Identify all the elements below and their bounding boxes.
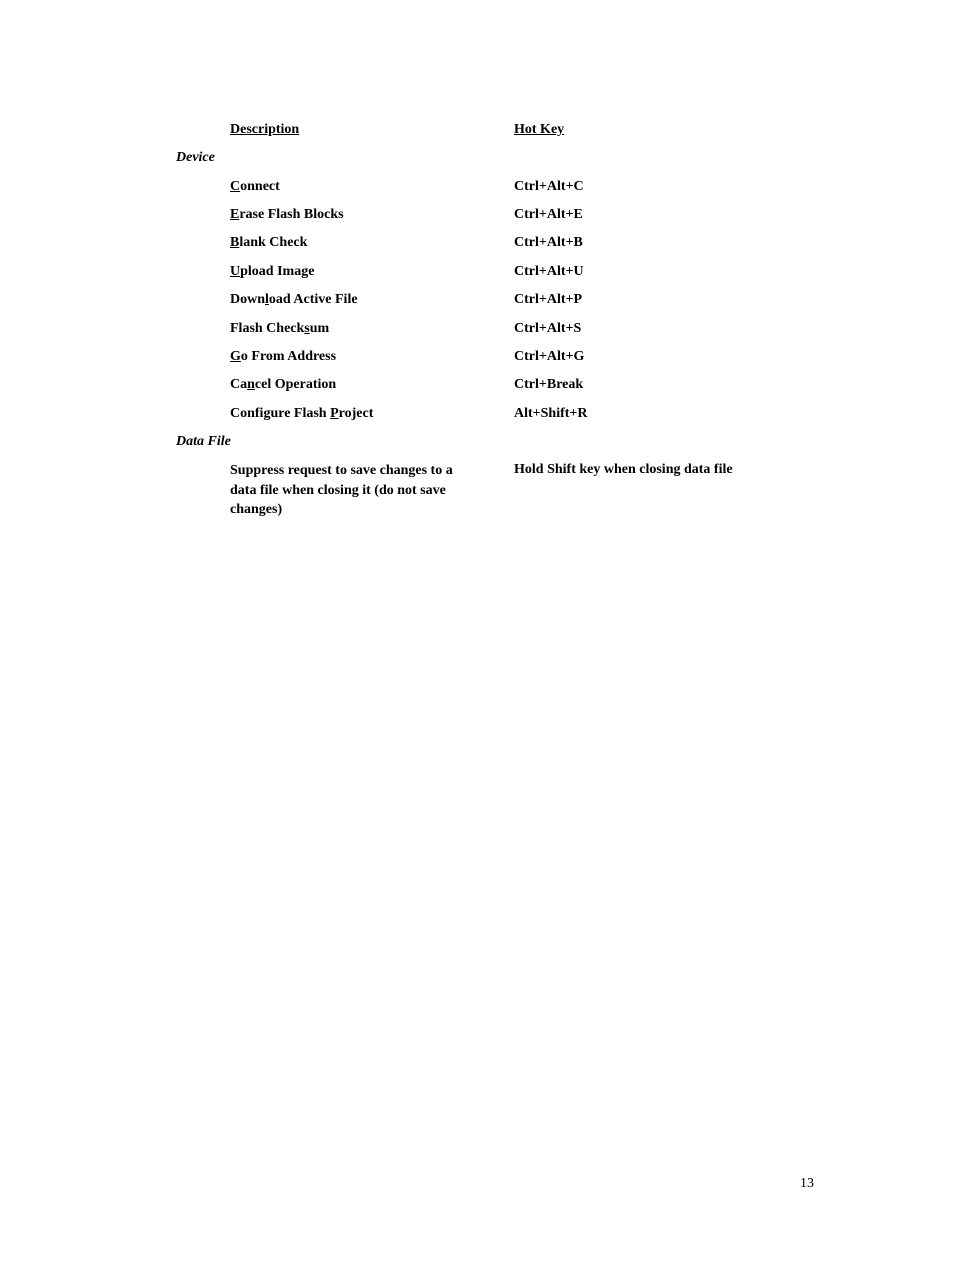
hotkey-description: Flash Checksum xyxy=(230,321,330,336)
hotkey-row-blank-check xyxy=(230,234,830,252)
hotkey-description: Go From Address xyxy=(230,349,337,364)
section-title-data-file: Data File xyxy=(176,434,231,449)
hotkey-description: Cancel Operation xyxy=(230,377,337,392)
hotkey-row-configure-flash-project xyxy=(230,405,830,423)
hotkey-row-erase-flash-blocks xyxy=(230,206,830,224)
hotkey-description: Erase Flash Blocks xyxy=(230,207,344,222)
hotkey-row-cancel-operation xyxy=(230,376,830,394)
hotkey-value: Ctrl+Alt+P xyxy=(514,292,583,307)
hotkey-value: Ctrl+Alt+E xyxy=(514,207,583,222)
hotkey-row-download-active-file xyxy=(230,291,830,309)
hotkey-value: Ctrl+Alt+S xyxy=(514,321,582,336)
hot-key-column-header: Hot Key xyxy=(514,122,565,137)
page-number: 13 xyxy=(800,1176,814,1191)
hotkey-value: Ctrl+Alt+B xyxy=(514,235,583,250)
hotkey-value: Ctrl+Alt+G xyxy=(514,349,585,364)
hotkey-description: Blank Check xyxy=(230,235,308,250)
hotkey-value: Ctrl+Alt+U xyxy=(514,264,584,279)
hotkey-description: Connect xyxy=(230,179,280,194)
hotkey-value: Hold Shift key when closing data file xyxy=(514,462,733,477)
hotkey-description: Download Active File xyxy=(230,292,358,307)
hotkey-description: Configure Flash Project xyxy=(230,406,374,421)
hotkey-row-go-from-address xyxy=(230,348,830,366)
hotkey-row-flash-checksum xyxy=(230,320,830,338)
description-column-header: Description xyxy=(230,122,300,137)
hotkey-value: Ctrl+Break xyxy=(514,377,584,392)
hotkey-description: Suppress request to save changes to a data file when closing it (do not save changes) xyxy=(230,463,453,517)
hotkey-value: Ctrl+Alt+C xyxy=(514,179,584,194)
hotkey-row-upload-image xyxy=(230,263,830,281)
section-title-device: Device xyxy=(176,150,215,165)
hotkey-row-connect xyxy=(230,178,830,196)
hotkey-row-suppress-save xyxy=(230,461,830,521)
hotkey-value: Alt+Shift+R xyxy=(514,406,588,421)
hotkey-description: Upload Image xyxy=(230,264,315,279)
